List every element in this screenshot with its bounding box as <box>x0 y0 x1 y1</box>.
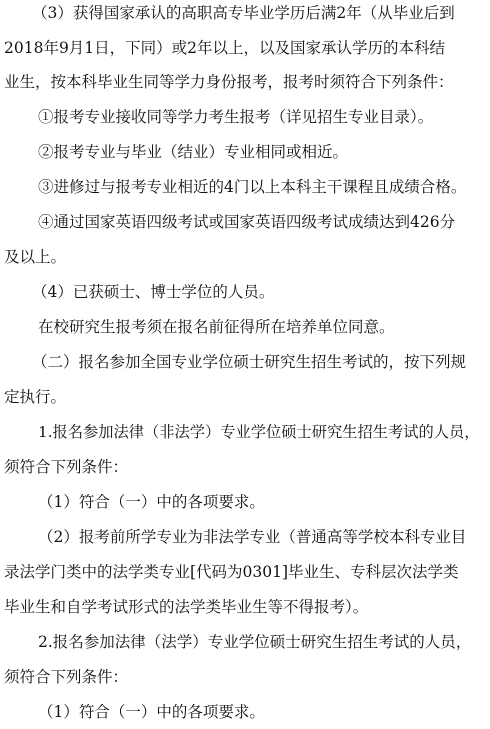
text-line: 2.报名参加法律（法学）专业学位硕士研究生招生考试的人员， <box>38 633 472 651</box>
text-line: （4）已获硕士、博士学位的人员。 <box>32 283 275 301</box>
text-line: 业生，按本科毕业生同等学力身份报考，报考时须符合下列条件： <box>4 73 454 91</box>
text-line: ①报考专业接收同等学力考生报考（详见招生专业目录）。 <box>38 108 434 126</box>
text-line: （1）符合（一）中的各项要求。 <box>38 703 265 721</box>
text-line: ③进修过与报考专业相近的4门以上本科主干课程且成绩合格。 <box>38 178 467 196</box>
text-line: ②报考专业与毕业（结业）专业相同或相近。 <box>38 143 349 161</box>
text-line: 须符合下列条件： <box>4 458 129 476</box>
text-line: 须符合下列条件： <box>4 668 129 686</box>
text-line: 及以上。 <box>4 248 67 266</box>
text-line: 1.报名参加法律（非法学）专业学位硕士研究生招生考试的人员， <box>38 423 480 441</box>
text-line: （二）报名参加全国专业学位硕士研究生招生考试的，按下列规 <box>32 353 467 371</box>
text-line: ④通过国家英语四级考试或国家英语四级考试成绩达到426分 <box>38 213 456 231</box>
text-line: 定执行。 <box>4 388 67 406</box>
text-line: 录法学门类中的法学类专业[代码为0301]毕业生、专科层次法学类 <box>4 563 459 581</box>
text-line: （2）报考前所学专业为非法学专业（普通高等学校本科专业目 <box>38 528 467 546</box>
text-line: （1）符合（一）中的各项要求。 <box>38 493 265 511</box>
text-line: 毕业生和自学考试形式的法学类毕业生等不得报考）。 <box>4 598 369 616</box>
text-line: 在校研究生报考须在报名前征得所在培养单位同意。 <box>38 318 395 336</box>
text-line: （3）获得国家承认的高职高专毕业学历后满2年（从毕业后到 <box>32 4 455 22</box>
text-line: 2018年9月1日，下同）或2年以上，以及国家承认学历的本科结 <box>4 39 446 57</box>
